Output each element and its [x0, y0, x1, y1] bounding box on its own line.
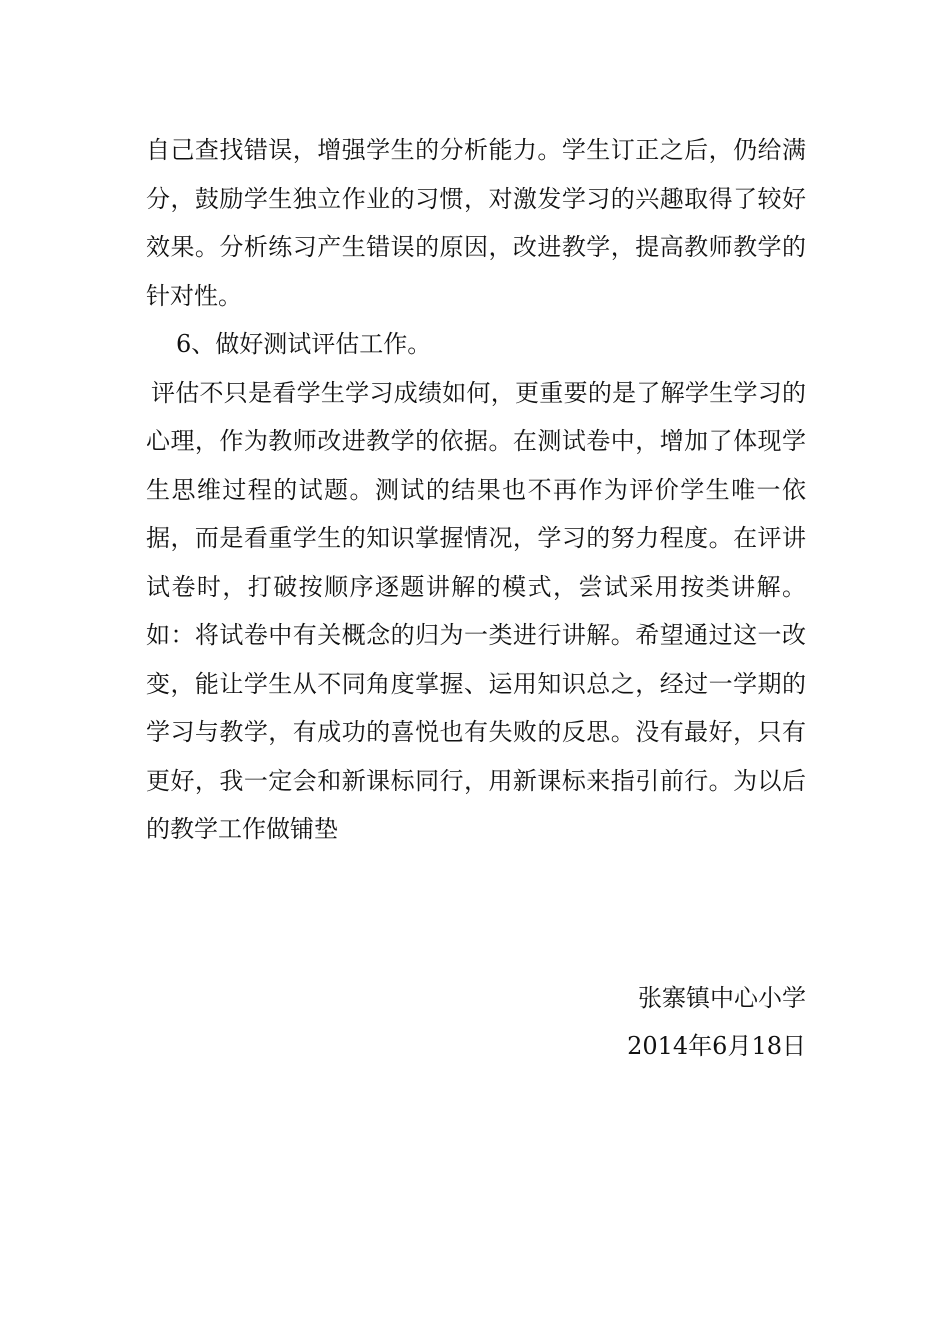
paragraph-continuation: 自己查找错误，增强学生的分析能力。学生订正之后，仍给满分，鼓励学生独立作业的习惯，对激发学习的兴趣取得了较好效果。分析练习产生错误的原因，改进教学，提高教师教学的针对性。 — [146, 136, 806, 310]
paragraph-evaluation: 评估不只是看学生学习成绩如何，更重要的是了解学生学习的心理，作为教师改进教学的依据。在测试卷中，增加了体现学生思维过程的试题。测试的结果也不再作为评价学生唯一依据，而是看重学生的知识掌握情况，学习的努力程度。在评讲试卷时，打破按顺序逐题讲解的模式，尝试采用按类讲解。如：将试卷中有关概念的归为一类进行讲解。希望通过这一改变，能让学生从不同角度掌握、运用知识总之，经过一学期的学习与教学，有成功的喜悦也有失败的反思。没有最好，只有更好，我一定会和新课标同行，用新课标来指引前行。为以后的教学工作做铺垫 — [146, 378, 806, 843]
document-body — [146, 126, 806, 854]
section-heading: 6、做好测试评估工作。 — [176, 330, 432, 358]
signature-block — [146, 974, 806, 1070]
signature-date: 2014年6月18日 — [627, 1032, 806, 1060]
signature-organization: 张寨镇中心小学 — [638, 984, 806, 1012]
